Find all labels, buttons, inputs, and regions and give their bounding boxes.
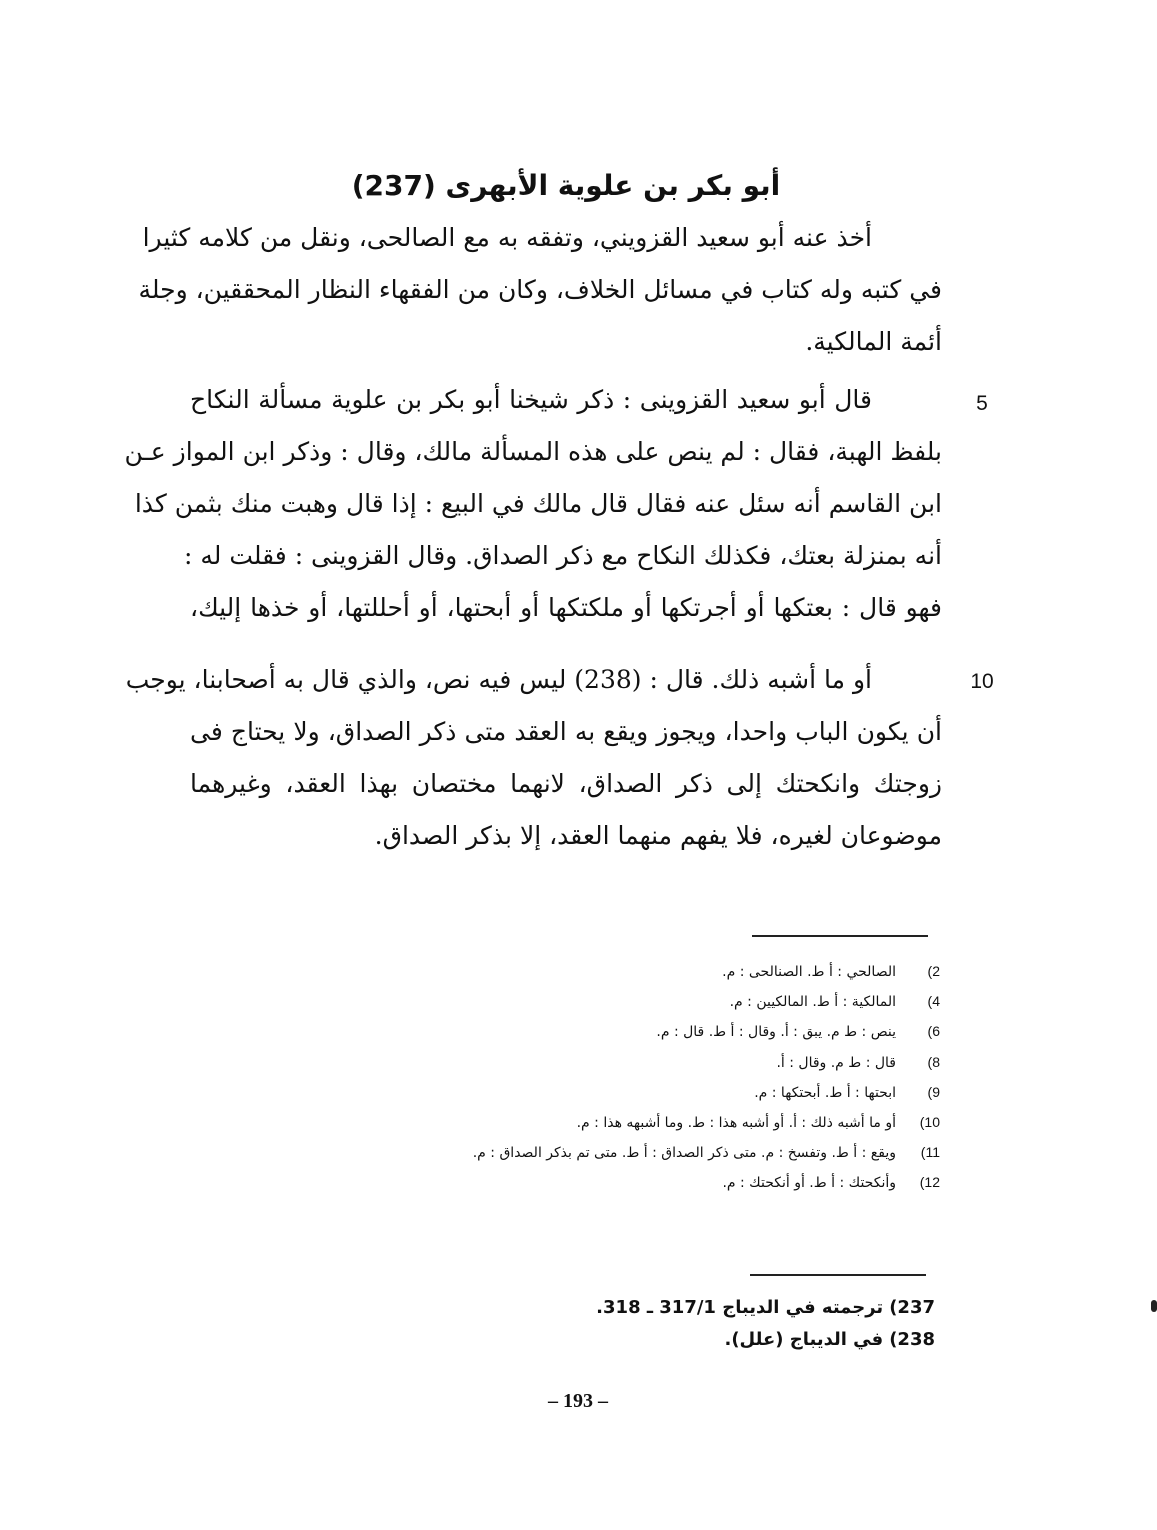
text-line: زوجتك وانكحتك إلى ذكر الصداق، لانهما مختصان بهذا العقد، وغيرهما: [190, 769, 942, 798]
text-line: قال أبو سعيد القزوينى : ذكر شيخنا أبو بكر بن علوية مسألة النكاح: [190, 385, 872, 414]
text-line: أخذ عنه أبو سعيد القزويني، وتفقه به مع الصالحى، ونقل من كلامه كثيرا: [142, 223, 872, 252]
text-line: أو ما أشبه ذلك. قال : (238) ليس فيه نص، والذي قال به أصحابنا، يوجب: [125, 665, 872, 694]
text-line: أنه بمنزلة بعتك، فكذلك النكاح مع ذكر الصداق. وقال القزوينى : فقلت له :: [183, 541, 942, 570]
footnote-item: 238)في الديباج (علل).: [724, 1329, 935, 1350]
variant-readings-list: [380, 956, 940, 1198]
variant-item: 11)ويقع : أ ط. وتفسخ : م. متى ذكر الصداق : أ ط. متى تم بذكر الصداق : م.: [472, 1144, 940, 1162]
text-line: فهو قال : بعتكها أو أجرتكها أو ملكتكها أو أبحتها، أو أحللتها، أو خذها إليك،: [190, 593, 942, 622]
text-line: موضوعان لغيره، فلا يفهم منهما العقد، إلا بذكر الصداق.: [374, 821, 942, 850]
variant-item: 9)ابحتها : أ ط. أبحتكها : م.: [754, 1083, 940, 1101]
notes-divider: [750, 1274, 926, 1276]
paragraph-3: [125, 654, 942, 862]
variant-item: 10)أو ما أشبه ذلك : أ. أو أشبه هذا : ط. وما أشبهه هذا : م.: [576, 1113, 940, 1131]
variant-item: 12)وأنكحتك : أ ط. أو أنكحتك : م.: [722, 1174, 940, 1192]
variant-item: 2)الصالحي : أ ط. الصنالحى : م.: [722, 963, 940, 980]
text-line: ابن القاسم أنه سئل عنه فقال قال مالك في البيع : إذا قال وهبت منك بثمن كذا: [134, 489, 942, 518]
paragraph-1: [138, 212, 942, 368]
footnotes-list: [540, 1292, 935, 1356]
line-number-5: 5: [976, 392, 988, 415]
footnote-item: 237)ترجمته في الديباج 317/1 ـ 318.: [596, 1297, 935, 1318]
text-line: أئمة المالكية.: [805, 327, 942, 356]
variant-item: 4)المالكية : أ ط. المالكيين : م.: [729, 993, 940, 1011]
page-number: – 193 –: [548, 1390, 608, 1412]
line-number-10: 10: [970, 670, 994, 693]
text-line: في كتبه وله كتاب في مسائل الخلاف، وكان من الفقهاء النظار المحققين، وجلة: [138, 275, 942, 304]
variants-divider: [752, 935, 928, 937]
text-line: أن يكون الباب واحدا، ويجوز ويقع به العقد متى ذكر الصداق، ولا يحتاج فى: [190, 717, 942, 746]
paragraph-2: [124, 374, 942, 634]
variant-item: 6)ينص : ط م. يبق : أ. وقال : أ ط. قال : م.: [656, 1023, 940, 1041]
variant-item: 8)قال : ط م. وقال : أ.: [776, 1053, 940, 1071]
section-title: أبو بكر بن علوية الأبهرى (237): [351, 169, 781, 202]
scan-mark: [1151, 1300, 1157, 1312]
text-line: بلفظ الهبة، فقال : لم ينص على هذه المسألة مالك، وقال : وذكر ابن المواز عـن: [124, 437, 942, 466]
